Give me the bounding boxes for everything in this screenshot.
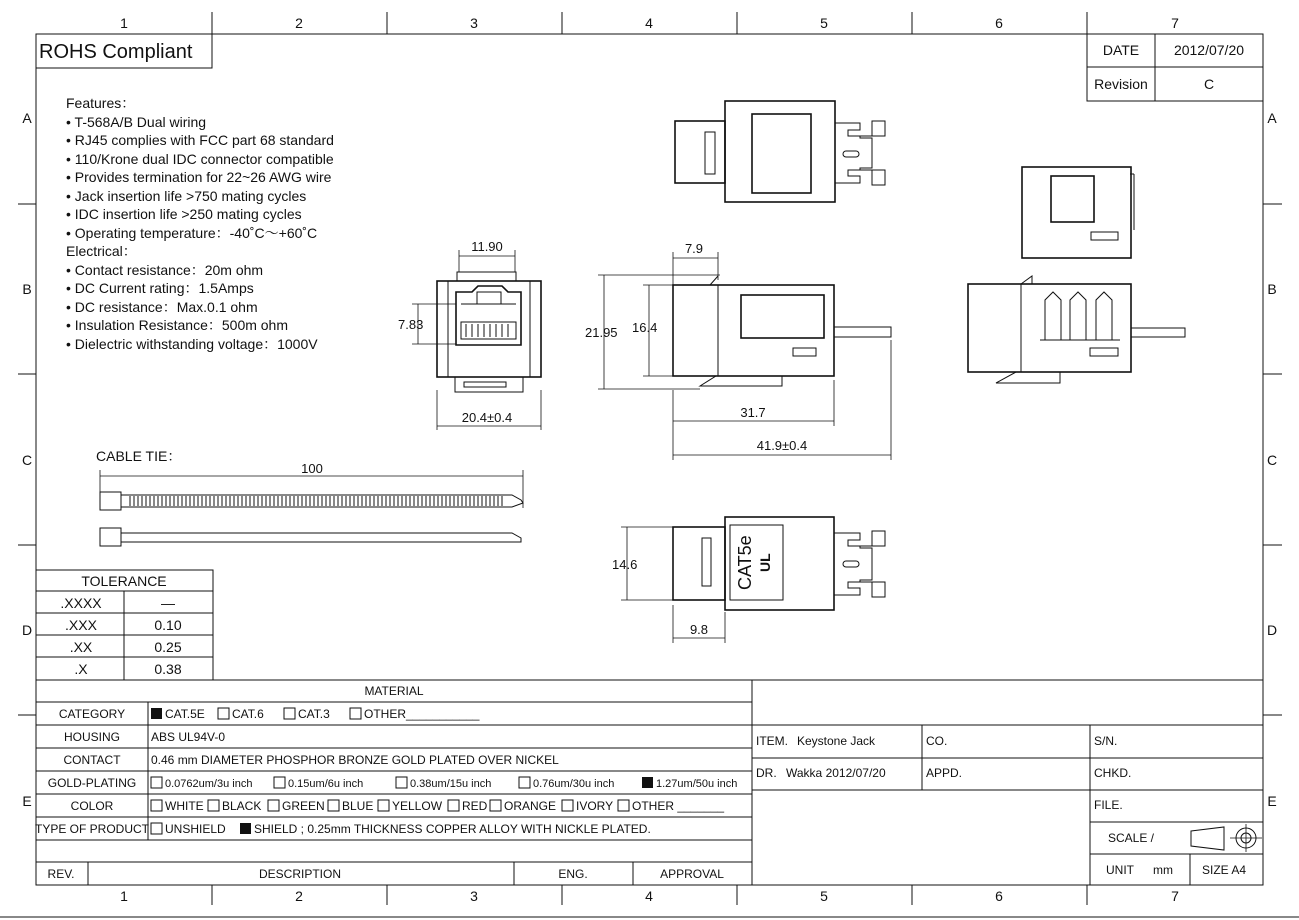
ul-marking: UL	[757, 553, 773, 572]
contact-label: CONTACT	[63, 753, 121, 767]
plating-option: 0.76um/30u inch	[533, 778, 615, 790]
side-view-dimensions	[585, 241, 891, 460]
row-label-d: D	[21, 622, 33, 638]
housing-value: ABS UL94V-0	[151, 730, 226, 744]
checkbox[interactable]	[350, 708, 361, 719]
color-option: RED	[462, 799, 488, 813]
tolerance-value: 0.25	[154, 639, 182, 655]
revision-table	[48, 862, 725, 885]
checkbox[interactable]	[274, 777, 285, 788]
unit-label: UNIT	[1106, 863, 1134, 877]
row-label-c-right: C	[1266, 452, 1278, 468]
category-option: CAT.5E	[165, 707, 205, 721]
electrical-item: • DC Current rating：1.5Amps	[66, 280, 254, 296]
dim-bottom-height: 14.6	[612, 557, 638, 572]
material-table	[35, 680, 1263, 885]
revision-label: Revision	[1094, 76, 1148, 92]
dim-side-top: 7.9	[684, 241, 704, 256]
row-label-c: C	[21, 452, 33, 468]
color-option: IVORY	[576, 799, 614, 813]
bottom-view-drawing	[673, 517, 885, 610]
revision-value: C	[1203, 76, 1215, 92]
row-label-b: B	[22, 281, 32, 297]
col-label-7: 7	[1171, 15, 1179, 31]
dim-front-height: 7.83	[398, 317, 424, 332]
rohs-box	[36, 34, 212, 68]
tolerance-table	[36, 570, 213, 680]
type-option: SHIELD ; 0.25mm THICKNESS COPPER ALLOY WITH NICKLE PLATED.	[254, 822, 651, 836]
dim-side-inner: 16.4	[632, 320, 658, 335]
plating-option: 0.0762um/3u inch	[165, 778, 253, 790]
row-label-b-right: B	[1267, 281, 1277, 297]
col-label-6-bottom: 6	[995, 888, 1003, 904]
color-option: WHITE	[165, 799, 204, 813]
gold-plating-label: GOLD-PLATING	[47, 776, 137, 790]
row-label-a-right: A	[1267, 110, 1277, 126]
col-label-5: 5	[820, 15, 828, 31]
col-label-5-bottom: 5	[820, 888, 828, 904]
category-option: CAT.6	[232, 707, 264, 721]
checkbox[interactable]	[618, 800, 629, 811]
electrical-item: • Insulation Resistance：500m ohm	[66, 317, 289, 333]
checkbox[interactable]	[268, 800, 279, 811]
description-header: DESCRIPTION	[258, 867, 342, 881]
features-heading: Features：	[66, 95, 136, 111]
checkbox[interactable]	[328, 800, 339, 811]
checkbox[interactable]	[562, 800, 573, 811]
feature-item: • RJ45 complies with FCC part 68 standard	[66, 132, 334, 148]
cable-tie-drawing	[100, 492, 523, 546]
checkbox[interactable]	[490, 800, 501, 811]
col-label-7-bottom: 7	[1171, 888, 1179, 904]
row-label-a: A	[22, 110, 32, 126]
tolerance-key: .XX	[69, 639, 93, 655]
eng-header: ENG.	[558, 867, 588, 881]
color-label: COLOR	[70, 799, 114, 813]
size-label: SIZE A4	[1202, 863, 1247, 877]
projection-symbol-icon	[1191, 824, 1262, 852]
checkbox-checked[interactable]	[240, 823, 251, 834]
approval-header: APPROVAL	[660, 867, 724, 881]
rear-view-drawing	[1022, 167, 1134, 258]
date-revision-box	[1087, 34, 1263, 101]
item-label: ITEM.	[756, 734, 788, 748]
rear-side-view-drawing	[968, 276, 1185, 383]
col-label-4: 4	[645, 15, 653, 31]
tolerance-value: —	[161, 595, 175, 611]
item-value: Keystone Jack	[797, 734, 876, 748]
tolerance-title: TOLERANCE	[81, 573, 167, 589]
tolerance-value: 0.10	[154, 617, 182, 633]
electrical-item: • Contact resistance：20m ohm	[66, 262, 264, 278]
col-label-2-bottom: 2	[295, 888, 303, 904]
appd-label: APPD.	[926, 766, 963, 780]
tolerance-key: .XXXX	[60, 595, 102, 611]
dim-side-height: 21.95	[585, 325, 618, 340]
cable-tie-dimension	[100, 461, 523, 508]
tolerance-key: .X	[74, 661, 88, 677]
feature-item: • T-568A/B Dual wiring	[66, 114, 207, 130]
checkbox[interactable]	[396, 777, 407, 788]
dr-label: DR.	[756, 766, 777, 780]
front-view-dimensions	[398, 239, 541, 430]
co-label: CO.	[926, 734, 948, 748]
feature-item: • IDC insertion life >250 mating cycles	[66, 206, 302, 222]
bottom-view-dimensions	[612, 527, 725, 643]
dim-front-width: 11.90	[471, 239, 503, 254]
color-option: OTHER _______	[632, 799, 725, 813]
checkbox[interactable]	[151, 823, 162, 834]
contact-value: 0.46 mm DIAMETER PHOSPHOR BRONZE GOLD PLATED OVER NICKEL	[151, 753, 559, 767]
checkbox[interactable]	[448, 800, 459, 811]
rohs-title: ROHS Compliant	[39, 41, 193, 63]
dim-side-total: 41.9±0.4	[756, 438, 808, 453]
sn-label: S/N.	[1094, 734, 1118, 748]
scale-label: SCALE /	[1108, 831, 1155, 845]
category-label: CATEGORY	[58, 707, 126, 721]
tolerance-key: .XXX	[65, 617, 97, 633]
date-value: 2012/07/20	[1173, 42, 1245, 58]
col-label-6: 6	[995, 15, 1003, 31]
row-label-e-right: E	[1267, 793, 1277, 809]
checkbox[interactable]	[151, 777, 162, 788]
col-label-2: 2	[295, 15, 303, 31]
category-option: CAT.3	[298, 707, 330, 721]
dr-value: Wakka 2012/07/20	[786, 766, 886, 780]
checkbox-checked[interactable]	[151, 708, 162, 719]
checkbox[interactable]	[151, 800, 162, 811]
material-title: MATERIAL	[364, 684, 424, 698]
electrical-heading: Electrical：	[66, 243, 137, 259]
cable-tie-label: CABLE TIE：	[96, 448, 182, 464]
plating-option: 1.27um/50u inch	[656, 778, 738, 790]
checkbox-checked[interactable]	[642, 777, 653, 788]
color-option: ORANGE	[504, 799, 557, 813]
side-view-drawing	[673, 276, 891, 386]
file-label: FILE.	[1094, 798, 1123, 812]
col-label-4-bottom: 4	[645, 888, 653, 904]
color-option: GREEN	[282, 799, 325, 813]
feature-item: • Operating temperature：-40˚C～+60˚C	[66, 225, 318, 241]
feature-item: • 110/Krone dual IDC connector compatible	[66, 151, 334, 167]
type-option: UNSHIELD	[165, 822, 226, 836]
row-label-e: E	[22, 793, 32, 809]
dim-bottom-offset: 9.8	[689, 622, 709, 637]
chkd-label: CHKD.	[1094, 766, 1132, 780]
housing-label: HOUSING	[63, 730, 121, 744]
top-view-drawing	[675, 101, 885, 202]
checkbox[interactable]	[519, 777, 530, 788]
color-option: BLACK	[222, 799, 262, 813]
checkbox[interactable]	[378, 800, 389, 811]
dim-side-length: 31.7	[740, 405, 766, 420]
dim-cable-length: 100	[301, 461, 323, 476]
color-option: YELLOW	[392, 799, 443, 813]
dim-front-base: 20.4±0.4	[461, 410, 513, 425]
type-of-product-label: TYPE OF PRODUCT	[34, 822, 150, 836]
rev-header: REV.	[47, 867, 75, 881]
col-label-3: 3	[470, 15, 478, 31]
checkbox[interactable]	[218, 708, 229, 719]
unit-value: mm	[1153, 863, 1173, 877]
row-label-d-right: D	[1266, 622, 1278, 638]
tolerance-value: 0.38	[154, 661, 182, 677]
plating-option: 0.38um/15u inch	[410, 778, 492, 790]
features-list	[66, 95, 334, 352]
electrical-item: • DC resistance：Max.0.1 ohm	[66, 299, 258, 315]
checkbox[interactable]	[208, 800, 219, 811]
date-label: DATE	[1102, 42, 1140, 58]
checkbox[interactable]	[284, 708, 295, 719]
col-label-3-bottom: 3	[470, 888, 478, 904]
title-block	[752, 725, 1263, 885]
color-option: BLUE	[342, 799, 374, 813]
feature-item: • Jack insertion life >750 mating cycles	[66, 188, 307, 204]
category-option: OTHER___________	[364, 707, 480, 721]
feature-item: • Provides termination for 22~26 AWG wire	[66, 169, 332, 185]
col-label-1-bottom: 1	[120, 888, 128, 904]
electrical-item: • Dielectric withstanding voltage：1000V	[66, 336, 318, 352]
col-label-1: 1	[120, 15, 128, 31]
front-view-drawing	[437, 272, 541, 392]
plating-option: 0.15um/6u inch	[288, 778, 364, 790]
cat5e-marking: CAT5e	[735, 535, 755, 590]
